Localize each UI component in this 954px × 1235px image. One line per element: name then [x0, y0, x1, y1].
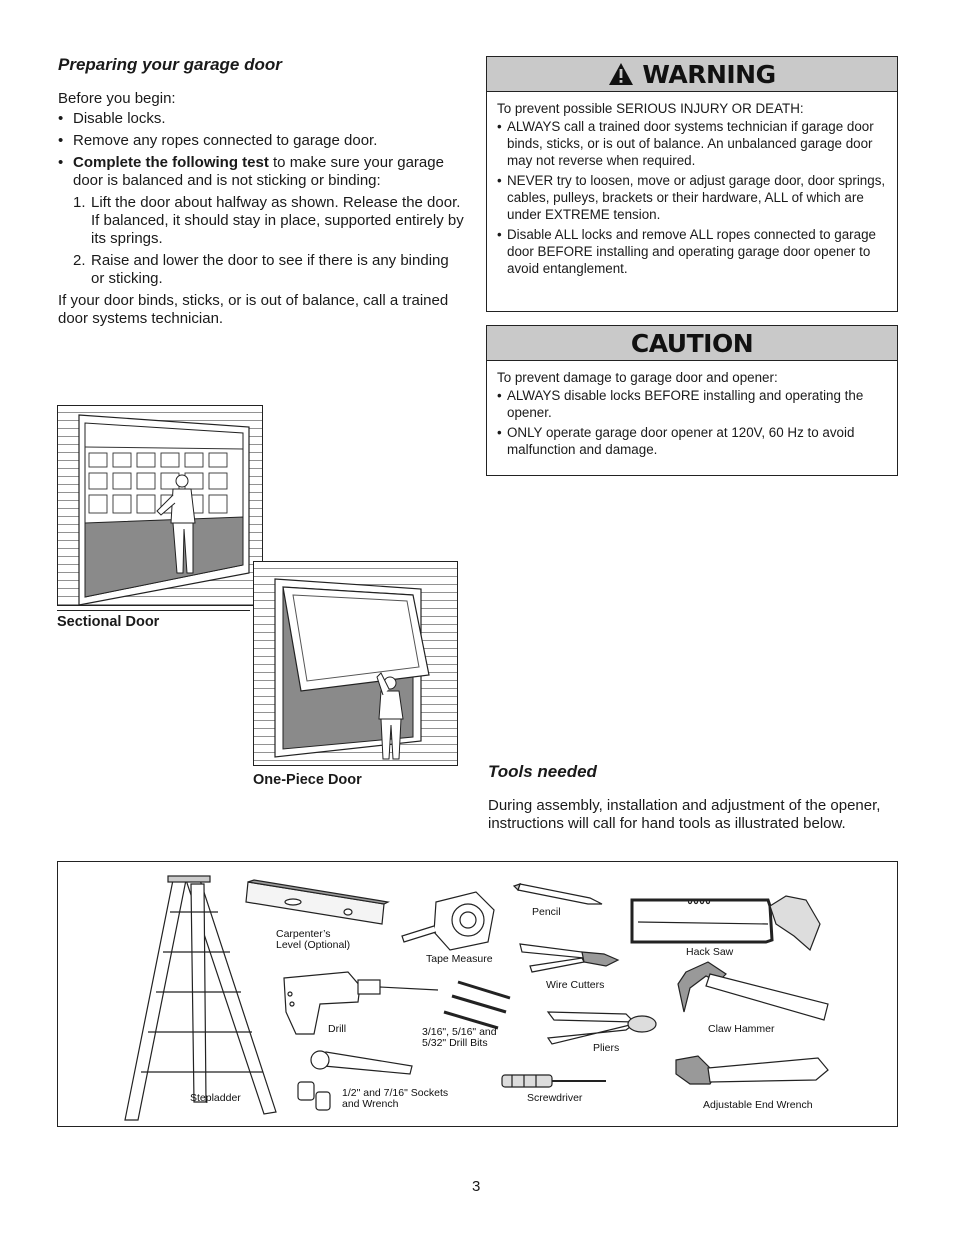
step-number: 1.	[73, 194, 86, 211]
prep-intro: Before you begin:	[58, 90, 176, 107]
caution-item: • ALWAYS disable locks BEFORE installing and operating the opener.	[497, 387, 887, 421]
caution-title: CAUTION	[630, 328, 754, 358]
caution-body	[487, 361, 897, 458]
caution-list	[497, 387, 887, 458]
warning-intro: To prevent possible SERIOUS INJURY OR DEATH:	[497, 101, 804, 116]
warning-list	[497, 118, 887, 277]
caution-header	[487, 326, 897, 361]
pliers-label: Pliers	[593, 1042, 620, 1054]
prep-section	[58, 90, 466, 328]
caution-box	[486, 325, 898, 476]
adjustable-wrench-label: Adjustable End Wrench	[703, 1099, 813, 1111]
figure-rule	[262, 405, 263, 557]
one-piece-door-illustration	[253, 561, 460, 767]
step-number: 2.	[73, 252, 86, 269]
caption-rule	[57, 610, 250, 611]
tape-measure-label: Tape Measure	[426, 953, 493, 965]
screwdriver-icon	[502, 1075, 606, 1087]
sectional-door-caption: Sectional Door	[57, 614, 160, 630]
prep-bullet: • Disable locks.	[58, 110, 466, 128]
warning-item: • ALWAYS call a trained door systems technician if garage door binds, sticks, or is out of balance. An unbalanced garage door may not reverse when required.	[497, 118, 887, 169]
drill-bits-icon	[444, 982, 510, 1028]
prep-steps	[73, 194, 466, 288]
tools-illustration	[58, 862, 897, 1126]
pliers-icon	[548, 1012, 656, 1044]
drill-bits-label	[422, 1027, 497, 1049]
prep-bullet-rest: to make sure your garage door is balanced and is not sticking or binding:	[73, 154, 444, 189]
warning-box	[486, 56, 898, 312]
step-text: Lift the door about halfway as shown. Release the door. If balanced, it should stay in place, supported entirely by its springs.	[91, 194, 464, 247]
prep-closing: If your door binds, sticks, or is out of balance, call a trained door systems technician.	[58, 292, 449, 327]
warning-body	[487, 92, 897, 277]
level-label	[276, 929, 350, 951]
level-label-line: Carpenter’s	[276, 928, 331, 940]
wire-cutters-label: Wire Cutters	[546, 979, 605, 991]
hack-saw-icon	[632, 896, 820, 950]
level-label-line: Level (Optional)	[276, 939, 351, 951]
sockets-label-line: 1/2" and 7/16" Sockets	[342, 1087, 449, 1099]
drill-label: Drill	[328, 1023, 347, 1035]
caution-item: • ONLY operate garage door opener at 120V, 60 Hz to avoid malfunction and damage.	[497, 424, 887, 458]
tools-heading: Tools needed	[488, 762, 597, 781]
drill-icon	[284, 972, 438, 1034]
sectional-door-illustration	[57, 405, 267, 611]
wire-cutters-icon	[520, 944, 618, 972]
screwdriver-label: Screwdriver	[527, 1092, 583, 1104]
prep-step	[73, 252, 466, 288]
sockets-label-line: and Wrench	[342, 1098, 399, 1110]
stepladder-label: Stepladder	[190, 1092, 241, 1104]
sockets-label	[342, 1088, 448, 1110]
pencil-label: Pencil	[532, 906, 561, 918]
claw-hammer-icon	[678, 962, 828, 1020]
step-text: Raise and lower the door to see if there is any binding or sticking.	[91, 252, 449, 287]
warning-item: • Disable ALL locks and remove ALL ropes connected to garage door BEFORE installing and operating garage door opener to avoid entanglement.	[497, 226, 887, 277]
prep-bullet: • Remove any ropes connected to garage door.	[58, 132, 466, 150]
one-piece-door-caption: One-Piece Door	[253, 772, 362, 788]
drill-bits-label-line: 3/16", 5/16" and	[422, 1026, 497, 1038]
claw-hammer-label: Claw Hammer	[708, 1023, 775, 1035]
prep-step	[73, 194, 466, 248]
prep-list	[58, 110, 466, 190]
warning-triangle-icon	[608, 62, 634, 86]
prep-heading: Preparing your garage door	[58, 55, 282, 74]
warning-header	[487, 57, 897, 92]
prep-bullet-bold: Complete the following test	[73, 154, 269, 171]
tools-panel	[57, 861, 898, 1127]
prep-bullet	[58, 154, 466, 190]
caution-intro: To prevent damage to garage door and opener:	[497, 370, 778, 385]
tools-description: During assembly, installation and adjustment of the opener, instructions will call for hand tools as illustrated below.	[488, 797, 881, 832]
warning-item: • NEVER try to loosen, move or adjust garage door, door springs, cables, pulleys, brackets or their hardware, ALL of which are under EXTREME tension.	[497, 172, 887, 223]
drill-bits-label-line: 5/32" Drill Bits	[422, 1037, 488, 1049]
adjustable-wrench-icon	[676, 1056, 828, 1084]
tape-measure-icon	[402, 892, 494, 950]
pencil-icon	[514, 884, 602, 904]
page-number: 3	[472, 1178, 481, 1195]
hack-saw-label: Hack Saw	[686, 946, 734, 958]
stepladder-icon	[125, 876, 276, 1120]
warning-title: WARNING	[642, 59, 776, 89]
level-icon	[246, 880, 388, 924]
